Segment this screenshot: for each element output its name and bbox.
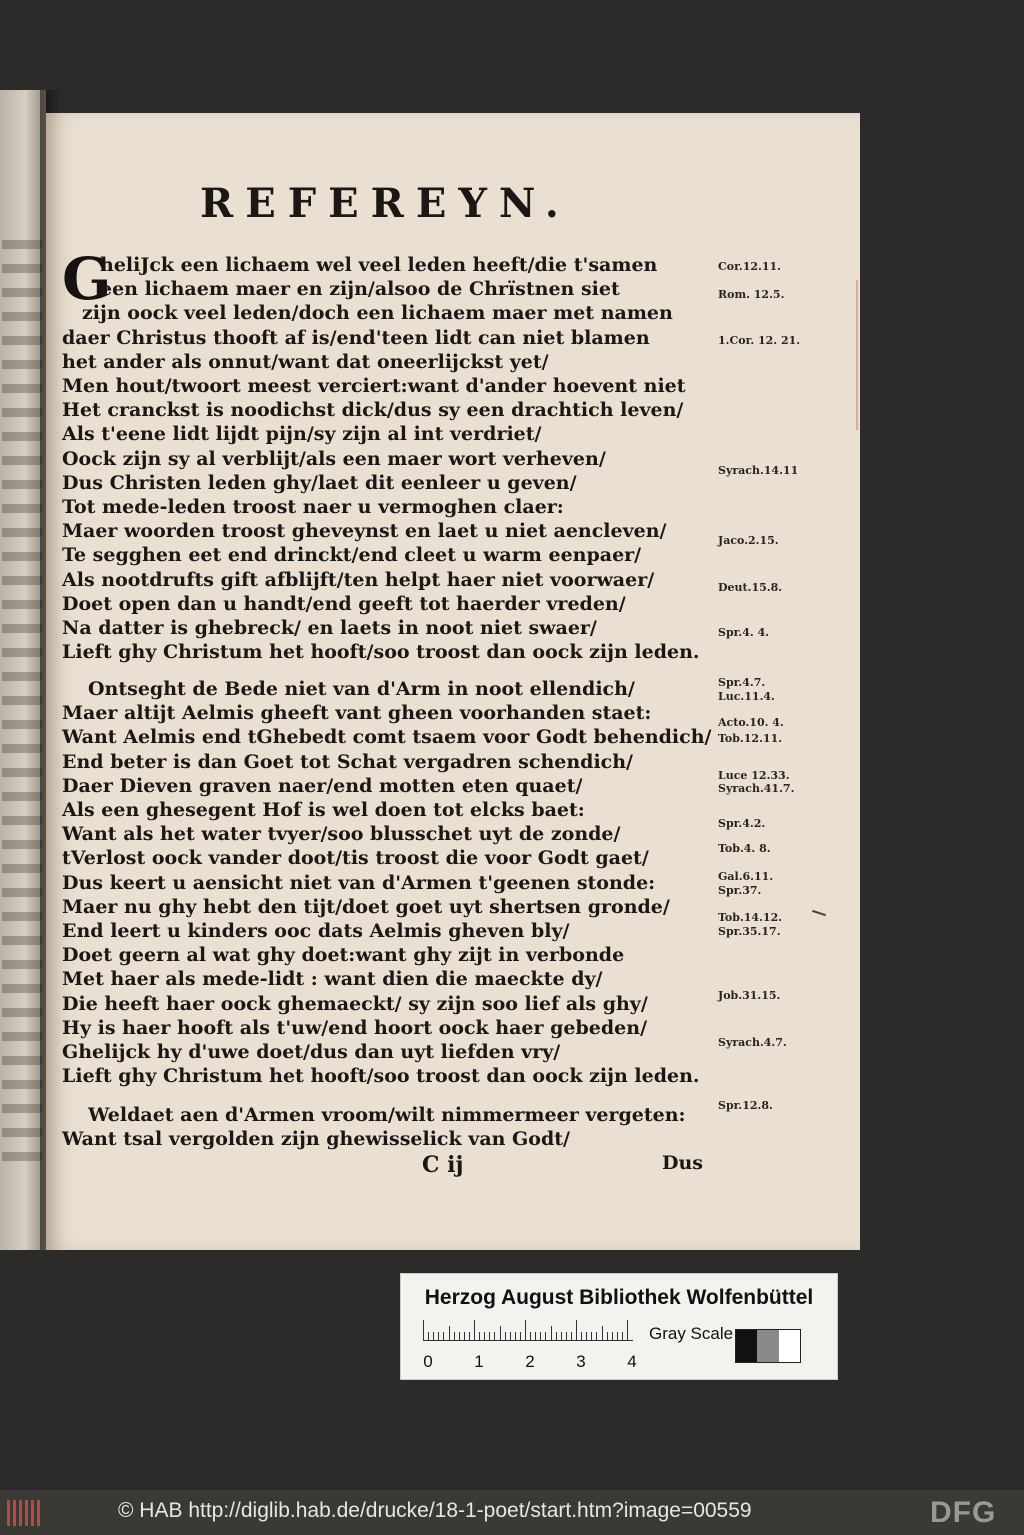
- ruler-baseline: [423, 1340, 633, 1341]
- verse-line: Lieft ghy Christum het hooft/soo troost dan oock zijn leden.: [62, 641, 700, 664]
- barcode-icon: [7, 1500, 43, 1526]
- marginal-note: Rom. 12.5.: [718, 288, 785, 301]
- ruler-tick: [428, 1332, 429, 1340]
- ruler-tick: [576, 1320, 577, 1340]
- ruler-tick: [464, 1332, 465, 1340]
- ruler-tick: [443, 1332, 444, 1340]
- verse-line: Te segghen eet end drinckt/end cleet u warm eenpaer/: [62, 544, 642, 567]
- ruler-tick: [602, 1326, 603, 1340]
- verse-line: Dus Christen leden ghy/laet dit eenleer u geven/: [62, 471, 577, 494]
- ruler-tick: [556, 1332, 557, 1340]
- copyright-url[interactable]: © HAB http://diglib.hab.de/drucke/18-1-poet/start.htm?image=00559: [118, 1499, 752, 1522]
- dfg-logo: DFG: [930, 1496, 997, 1529]
- verse-line: Die heeft haer oock ghemaeckt/ sy zijn soo lief als ghy/: [62, 992, 648, 1015]
- ruler-tick: [530, 1332, 531, 1340]
- verse-line: het ander als onnut/want dat oneerlijckst yet/: [62, 350, 549, 373]
- verse-line: Ghelijck hy d'uwe doet/dus dan uyt liefden vry/: [62, 1041, 561, 1063]
- marginal-note: Tob.14.12.: [718, 911, 783, 924]
- marginal-note: Deut.15.8.: [718, 581, 783, 594]
- verse-line: End beter is dan Goet tot Schat vergadren schendich/: [62, 750, 633, 773]
- margin-rule: [856, 280, 858, 430]
- ruler-tick: [571, 1332, 572, 1340]
- ruler-number: 1: [474, 1352, 484, 1371]
- marginal-note: Job.31.15.: [718, 989, 781, 1002]
- marginal-note: Cor.12.11.: [718, 260, 781, 273]
- ruler-tick: [540, 1332, 541, 1340]
- ruler-tick: [469, 1332, 470, 1340]
- drop-initial: G: [62, 245, 112, 313]
- verse-line: een lichaem maer en zijn/alsoo de Chrïstnen siet: [100, 278, 620, 301]
- verse-line: zijn oock veel leden/doch een lichaem maer met namen: [82, 302, 673, 325]
- verse-line: Maer altijt Aelmis gheeft vant gheen voorhanden staet:: [62, 702, 652, 725]
- ruler-tick: [433, 1332, 434, 1340]
- verse-line: heliJck een lichaem wel veel leden heeft/die t'samen: [100, 254, 658, 276]
- ruler-tick: [607, 1332, 608, 1340]
- verse-line: Hy is haer hooft als t'uw/end hoort oock haer gebeden/: [62, 1016, 648, 1039]
- margin-tick: [812, 910, 826, 916]
- marginal-note: Acto.10. 4.: [718, 716, 784, 729]
- marginal-note: Jaco.2.15.: [718, 534, 779, 547]
- ruler-tick: [438, 1332, 439, 1340]
- ruler-tick: [535, 1332, 536, 1340]
- verse-line: Na datter is ghebreck/ en laets in noot niet swaer/: [62, 617, 597, 639]
- verse-line: Oock zijn sy al verblijt/als een maer wort verheven/: [62, 447, 606, 470]
- verse-line: Als t'eene lidt lijdt pijn/sy zijn al int verdriet/: [62, 423, 542, 446]
- ruler-tick: [474, 1320, 475, 1340]
- marginal-note: Spr.35.17.: [718, 925, 781, 938]
- gray-scale-label: Gray Scale: [649, 1324, 734, 1343]
- footer-bar: [0, 1490, 1024, 1535]
- page-heading: REFEREYN.: [200, 180, 571, 227]
- gray-scale-swatches: [735, 1329, 801, 1363]
- marginal-note: Syrach.14.11: [718, 464, 799, 477]
- ruler-tick: [449, 1326, 450, 1340]
- verse-line: Weldaet aen d'Armen vroom/wilt nimmermeer vergeten:: [88, 1104, 686, 1126]
- verse-line: Want tsal vergolden zijn ghewisselick van Godt/: [62, 1128, 570, 1151]
- verse-line: Want als het water tvyer/soo blusschet uyt de zonde/: [62, 823, 621, 846]
- marginal-note: 1.Cor. 12. 21.: [718, 334, 801, 347]
- ruler-tick: [545, 1332, 546, 1340]
- ruler-tick: [596, 1332, 597, 1340]
- catchword: Dus: [662, 1152, 703, 1174]
- ruler-tick: [627, 1320, 628, 1340]
- verse-line: daer Christus thooft af is/end'teen lidt can niet blamen: [62, 326, 650, 349]
- verse-line: Het cranckst is noodichst dick/dus sy een drachtich leven/: [62, 399, 684, 422]
- marginal-note: Gal.6.11.: [718, 870, 774, 883]
- ruler-tick: [423, 1320, 424, 1340]
- ruler-tick: [479, 1332, 480, 1340]
- verse-line: Daer Dieven graven naer/end motten eten quaet/: [62, 774, 583, 797]
- ruler-tick: [510, 1332, 511, 1340]
- gray-swatch: [757, 1330, 778, 1362]
- verse-line: Doet geern al wat ghy doet:want ghy zijt in verbonde: [62, 944, 625, 967]
- ruler-tick: [489, 1332, 490, 1340]
- marginal-note: Spr.4. 4.: [718, 626, 770, 639]
- ruler-tick: [505, 1332, 506, 1340]
- marginal-note: Luc.11.4.: [718, 690, 775, 703]
- book-page: [46, 113, 860, 1250]
- ruler-tick: [551, 1326, 552, 1340]
- verse-line: Tot mede-leden troost naer u vermoghen claer:: [62, 496, 564, 518]
- verse-line: Men hout/twoort meest verciert:want d'ander hoevent niet: [62, 375, 686, 397]
- ruler-tick: [454, 1332, 455, 1340]
- marginal-note: Spr.12.8.: [718, 1099, 773, 1112]
- verse-line: Doet open dan u handt/end geeft tot haerder vreden/: [62, 592, 626, 615]
- signature-mark: C ij: [422, 1152, 464, 1178]
- verse-line: Met haer als mede-lidt : want dien die maeckte dy/: [62, 968, 603, 991]
- verse-line: Lieft ghy Christum het hooft/soo troost dan oock zijn leden.: [62, 1065, 700, 1088]
- marginal-note: Luce 12.33.: [718, 769, 790, 782]
- marginal-note: Spr.4.2.: [718, 817, 766, 830]
- ruler-tick: [586, 1332, 587, 1340]
- ruler-tick: [622, 1332, 623, 1340]
- verse-line: Want Aelmis end tGhebedt comt tsaem voor Godt behendich/: [62, 726, 712, 749]
- ruler-tick: [617, 1332, 618, 1340]
- gray-swatch: [736, 1330, 757, 1362]
- ruler-number: 0: [423, 1352, 433, 1371]
- marginal-note: Spr.37.: [718, 884, 762, 897]
- library-title: Herzog August Bibliothek Wolfenbüttel: [424, 1286, 814, 1309]
- scale-ruler: [423, 1318, 633, 1342]
- ruler-tick: [612, 1332, 613, 1340]
- ruler-tick: [515, 1332, 516, 1340]
- ruler-number: 4: [627, 1352, 637, 1371]
- library-label: [400, 1273, 838, 1380]
- marginal-note: Tob.12.11.: [718, 732, 783, 745]
- verse-line: Dus keert u aensicht niet van d'Armen t'geenen stonde:: [62, 871, 656, 894]
- ruler-tick: [520, 1332, 521, 1340]
- verse-line: Als nootdrufts gift afblijft/ten helpt haer niet voorwaer/: [62, 568, 655, 591]
- ruler-tick: [459, 1332, 460, 1340]
- ruler-tick: [591, 1332, 592, 1340]
- verse-line: Maer woorden troost gheveynst en laet u niet aencleven/: [62, 520, 667, 543]
- marginal-note: Syrach.41.7.: [718, 782, 795, 795]
- ruler-tick: [494, 1332, 495, 1340]
- verse-line: Als een ghesegent Hof is wel doen tot elcks baet:: [62, 799, 585, 821]
- ruler-tick: [525, 1320, 526, 1340]
- verse-line: Maer nu ghy hebt den tijt/doet goet uyt shertsen gronde/: [62, 895, 670, 918]
- ruler-tick: [566, 1332, 567, 1340]
- ruler-tick: [484, 1332, 485, 1340]
- verse-line: Ontseght de Bede niet van d'Arm in noot ellendich/: [88, 678, 635, 700]
- verse-line: End leert u kinders ooc dats Aelmis gheven bly/: [62, 920, 570, 942]
- ruler-tick: [500, 1326, 501, 1340]
- facing-page-text-traces: [2, 240, 42, 1170]
- ruler-tick: [581, 1332, 582, 1340]
- gray-swatch: [779, 1330, 800, 1362]
- marginal-note: Syrach.4.7.: [718, 1036, 787, 1049]
- marginal-note: Spr.4.7.: [718, 676, 766, 689]
- ruler-tick: [561, 1332, 562, 1340]
- ruler-number: 2: [525, 1352, 535, 1371]
- ruler-number: 3: [576, 1352, 586, 1371]
- verse-line: tVerlost oock vander doot/tis troost die voor Godt gaet/: [62, 847, 649, 870]
- marginal-note: Tob.4. 8.: [718, 842, 771, 855]
